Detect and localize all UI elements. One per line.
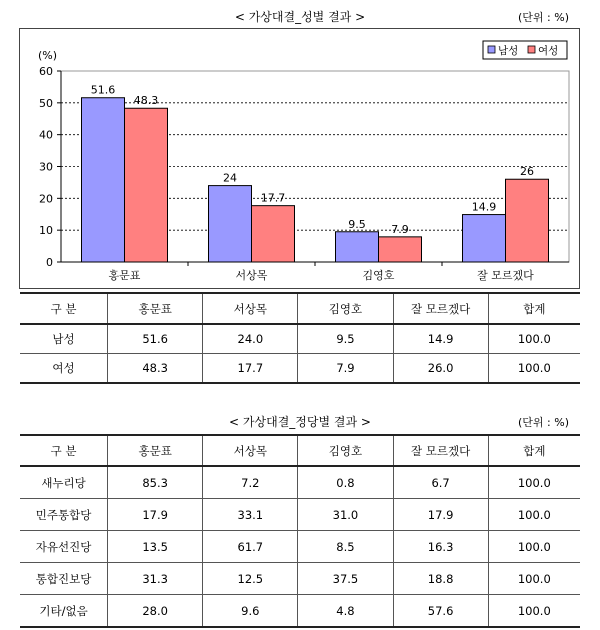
table-header-row xyxy=(20,435,580,466)
data-label: 51.6 xyxy=(90,83,116,97)
column-header: 서상목 xyxy=(203,293,298,324)
table-cell: 0.8 xyxy=(298,466,393,499)
table-row xyxy=(20,324,580,354)
legend-label: 남성 xyxy=(498,45,519,57)
y-tick-label: 60 xyxy=(39,65,53,78)
table-cell: 33.1 xyxy=(203,499,298,531)
data-label: 7.9 xyxy=(391,222,409,236)
chart-frame xyxy=(19,28,580,289)
table-row xyxy=(20,531,580,563)
table-row xyxy=(20,466,580,499)
x-tick-label: 잘 모르겠다 xyxy=(477,269,534,282)
x-tick-label: 서상목 xyxy=(235,269,268,282)
table-cell: 85.3 xyxy=(108,466,203,499)
table-cell: 100.0 xyxy=(488,563,580,595)
party-results-table xyxy=(20,434,580,628)
y-tick-label: 30 xyxy=(39,160,53,174)
y-tick-label: 10 xyxy=(39,224,53,238)
column-header: 잘 모르겠다 xyxy=(393,293,488,324)
table-cell: 100.0 xyxy=(488,595,580,628)
data-label: 14.9 xyxy=(471,200,497,214)
bar-여성-1 xyxy=(252,206,295,262)
column-header: 홍문표 xyxy=(108,435,203,466)
column-header: 구 분 xyxy=(20,293,108,324)
bar-남성-0 xyxy=(82,98,125,262)
table-cell: 100.0 xyxy=(488,354,580,384)
table-cell: 남성 xyxy=(20,324,108,354)
table-cell: 7.9 xyxy=(298,354,393,384)
legend-swatch xyxy=(488,46,495,53)
table-cell: 100.0 xyxy=(488,499,580,531)
bar-여성-0 xyxy=(125,108,168,262)
y-tick-label: 40 xyxy=(39,128,53,142)
table-row xyxy=(20,563,580,595)
column-header: 구 분 xyxy=(20,435,108,466)
table-cell: 13.5 xyxy=(108,531,203,563)
column-header: 잘 모르겠다 xyxy=(393,435,488,466)
table-cell: 민주통합당 xyxy=(20,499,108,531)
table-cell: 57.6 xyxy=(393,595,488,628)
data-label: 17.7 xyxy=(260,191,286,205)
table-cell: 100.0 xyxy=(488,466,580,499)
table-cell: 14.9 xyxy=(393,324,488,354)
table-cell: 8.5 xyxy=(298,531,393,563)
table-cell: 18.8 xyxy=(393,563,488,595)
table-cell: 100.0 xyxy=(488,324,580,354)
y-tick-label: 50 xyxy=(39,96,53,110)
x-tick-label: 홍문표 xyxy=(108,269,141,282)
x-tick-label: 김영호 xyxy=(362,269,395,282)
table-row xyxy=(20,595,580,628)
table-cell: 17.9 xyxy=(108,499,203,531)
table-row xyxy=(20,354,580,384)
table-cell: 16.3 xyxy=(393,531,488,563)
table-cell: 61.7 xyxy=(203,531,298,563)
unit-label: (단위 : %) xyxy=(518,11,569,24)
legend-label: 여성 xyxy=(538,45,559,57)
table-cell: 6.7 xyxy=(393,466,488,499)
bar-남성-2 xyxy=(336,232,379,262)
party-unit-label: (단위 : %) xyxy=(518,416,569,429)
table-cell: 여성 xyxy=(20,354,108,384)
bar-여성-3 xyxy=(506,179,549,262)
table-cell: 17.9 xyxy=(393,499,488,531)
table-cell: 31.3 xyxy=(108,563,203,595)
chart-title: < 가상대결_성별 결과 > xyxy=(234,10,366,24)
table-cell: 48.3 xyxy=(108,354,203,384)
gender-results-table xyxy=(20,292,580,384)
y-tick-label: 20 xyxy=(39,192,53,206)
column-header: 합계 xyxy=(488,435,580,466)
column-header: 김영호 xyxy=(298,293,393,324)
table-cell: 17.7 xyxy=(203,354,298,384)
y-axis-label: (%) xyxy=(38,49,58,62)
column-header: 홍문표 xyxy=(108,293,203,324)
table-header-row xyxy=(20,293,580,324)
table-cell: 37.5 xyxy=(298,563,393,595)
table-cell: 28.0 xyxy=(108,595,203,628)
table-cell: 51.6 xyxy=(108,324,203,354)
table-cell: 26.0 xyxy=(393,354,488,384)
table-cell: 통합진보당 xyxy=(20,563,108,595)
column-header: 서상목 xyxy=(203,435,298,466)
table-cell: 24.0 xyxy=(203,324,298,354)
column-header: 김영호 xyxy=(298,435,393,466)
table-cell: 9.5 xyxy=(298,324,393,354)
table-row xyxy=(20,499,580,531)
table-cell: 자유선진당 xyxy=(20,531,108,563)
data-label: 26 xyxy=(520,165,534,179)
column-header: 합계 xyxy=(488,293,580,324)
bar-남성-3 xyxy=(463,215,506,262)
table-cell: 12.5 xyxy=(203,563,298,595)
y-tick-label: 0 xyxy=(46,256,53,269)
bar-남성-1 xyxy=(209,186,252,262)
table-cell: 7.2 xyxy=(203,466,298,499)
table-cell: 9.6 xyxy=(203,595,298,628)
table-cell: 새누리당 xyxy=(20,466,108,499)
legend-swatch xyxy=(528,46,535,53)
table-cell: 4.8 xyxy=(298,595,393,628)
data-label: 9.5 xyxy=(348,217,366,231)
data-label: 24 xyxy=(223,171,237,185)
bar-여성-2 xyxy=(379,237,422,262)
table-cell: 기타/없음 xyxy=(20,595,108,628)
data-label: 48.3 xyxy=(133,94,159,108)
party-results-title: < 가상대결_정당별 결과 > xyxy=(229,415,371,429)
table-cell: 31.0 xyxy=(298,499,393,531)
bar-chart xyxy=(20,29,579,288)
table-cell: 100.0 xyxy=(488,531,580,563)
